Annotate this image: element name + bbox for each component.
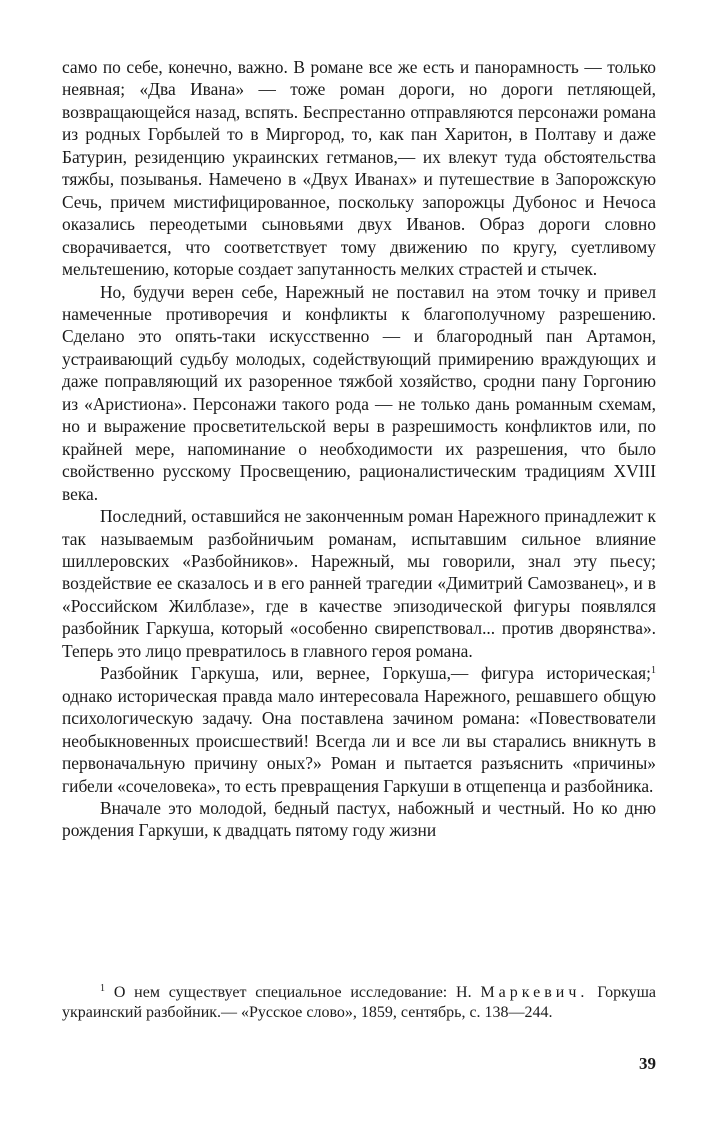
footnote-author: Маркевич. [480, 984, 589, 1001]
footnote-marker: 1 [100, 983, 105, 994]
paragraph-4 [62, 662, 656, 797]
footnote-reference: 1 [651, 665, 656, 677]
paragraph-5: Вначале это молодой, бедный пастух, набожный и честный. Но ко дню рождения Гаркуши, к двадцать пятому году жизни [62, 797, 656, 841]
paragraph-4-start: Разбойник Гаркуша, или, вернее, Горкуша,— фигура историческая; [100, 663, 651, 684]
footnote-text-after: Горкуша украинский разбойник.— «Русское слово», 1859, сентябрь, с. 138—244. [62, 984, 657, 1021]
paragraph-2: Но, будучи верен себе, Нарежный не поставил на этом точку и привел намеченные противоречия и конфликты к благополучному разрешению. Сделано это опять-таки искусственно — и благородный пан Артамон, устраивающий судьбу молодых, содействующий примирению враждующих и даже поправляющий их разоренное тяжбой хозяйство, сродни пану Горгонию из «Аристиона». Персонажи такого рода — не только дань романным схемам, но и выражение просветительской веры в разрешимость конфликтов или, по крайней мере, напоминание о необходимости их разрешения, что было свойственно русскому Просвещению, рационалистическим традициям XVIII века. [62, 281, 656, 504]
page-body [62, 56, 656, 842]
paragraph-1: само по себе, конечно, важно. В романе все же есть и панорамность — только неявная; «Два Ивана» — тоже роман дороги, но дороги петляющей, возвращающейся назад, вспять. Беспрестанно отправляются персонажи романа из родных Горбылей то в Миргород, то, как пан Харитон, в Полтаву и даже Батурин, резиденцию украинских гетманов,— их влекут туда обстоятельства тяжбы, позыванья. Намечено в «Двух Иванах» и путешествие в Запорожскую Сечь, причем мистифицированное, поскольку запорожцы Дубонос и Нечоса оказались переодетыми сыновьями двух Иванов. Образ дороги словно сворачивается, что соответствует тому движению по кругу, суетливому мельтешению, которые создает запутанность мелких страстей и стычек. [62, 57, 656, 280]
paragraph-3: Последний, оставшийся не законченным роман Нарежного принадлежит к так называемым разбойничьим романам, испытавшим сильное влияние шиллеровских «Разбойников». Нарежный, мы говорили, знал эту пьесу; воздействие ее сказалось и в его ранней трагедии «Димитрий Самозванец», и в «Российском Жилблазе», где в качестве эпизодической фигуры появлялся разбойник Гаркуша, который «особенно свирепствовал... против дворянства». Теперь это лицо превратилось в главного героя романа. [62, 506, 656, 661]
page-number: 39 [639, 1054, 656, 1073]
paragraph-4-rest: однако историческая правда мало интересовала Нарежного, решавшего общую психологическую задачу. Она поставлена зачином романа: «Повествователи необыкновенных происшествий! Всегда ли и все ли вы старались вникнуть в первоначальную причину оных?» Роман и пытается разъяснить «причины» гибели «сочеловека», то есть превращения Гаркуши в отщепенца и разбойника. [62, 685, 656, 796]
main-text [62, 56, 656, 842]
footnote-text-before: О нем существует специальное исследование: Н. [113, 984, 472, 1001]
footnote [62, 983, 656, 1023]
